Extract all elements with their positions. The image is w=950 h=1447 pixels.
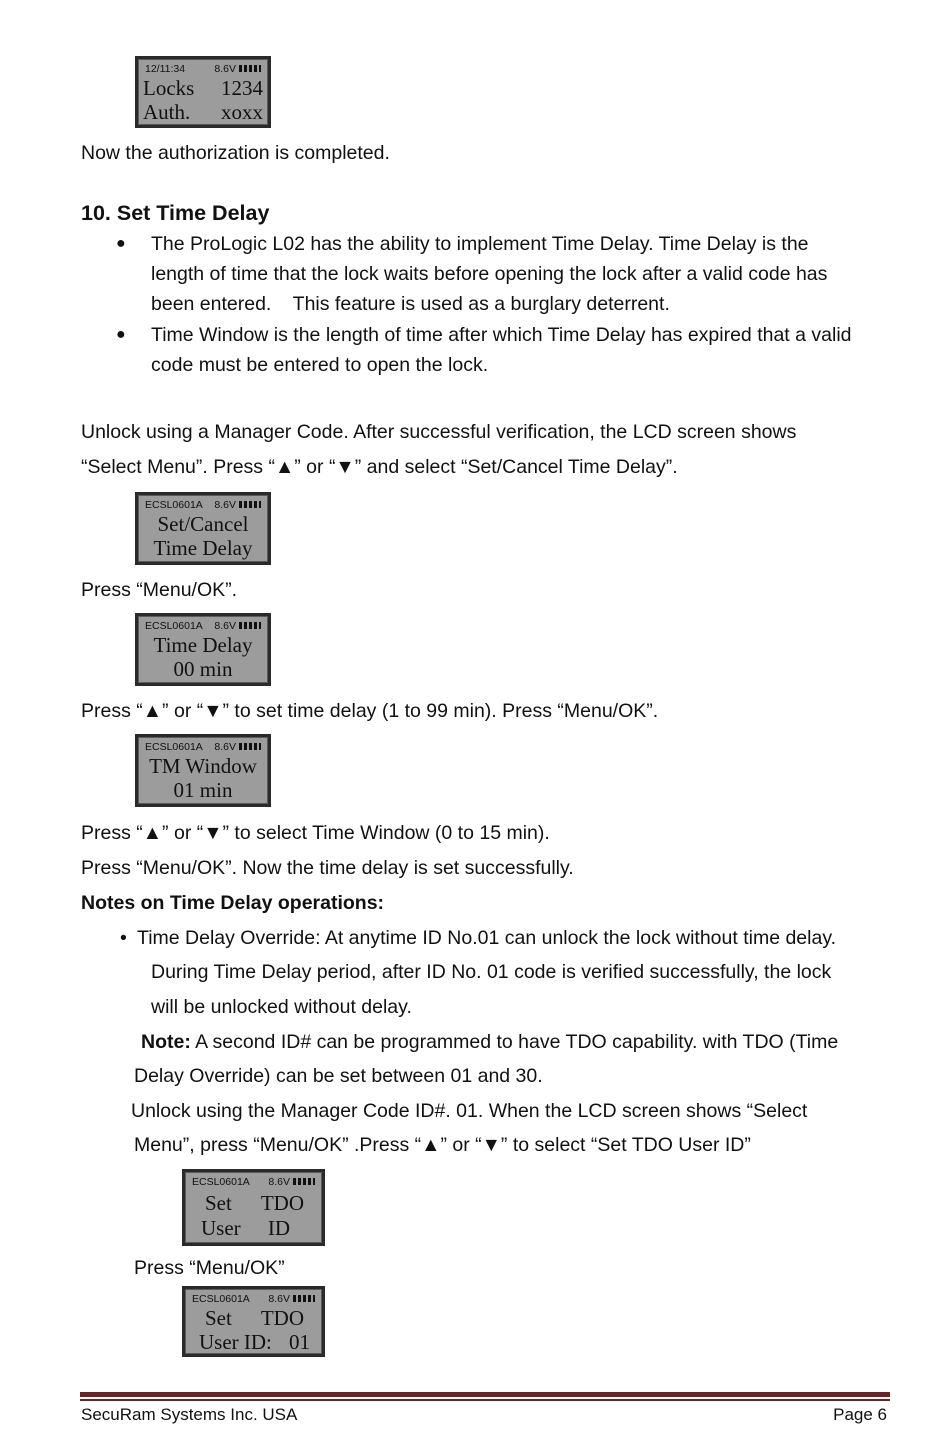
tdo-line-2: Menu”, press “Menu/OK” .Press “▲” or “▼” to select “Set TDO User ID”: [134, 1134, 751, 1156]
press-set-delay-text: Press “▲” or “▼” to set time delay (1 to 99 min). Press “Menu/OK”.: [81, 700, 659, 722]
lcd-voltage: 8.6V: [214, 741, 236, 753]
lcd-status-bar: [192, 1293, 315, 1306]
lcd-status-time: 12/11:34: [145, 63, 186, 75]
lcd-model: ECSL0601A: [192, 1293, 250, 1305]
lcd-word: ID: [267, 1216, 290, 1240]
lcd-voltage: 8.6V: [214, 63, 236, 75]
lcd-line-2: Time Delay: [153, 536, 253, 560]
note-text-line-2: Delay Override) can be set between 01 and 30.: [134, 1065, 543, 1087]
lcd-status-bar: [192, 1176, 315, 1189]
footer-company: SecuRam Systems Inc. USA: [81, 1405, 298, 1424]
lcd-locks-label: Locks: [143, 76, 195, 100]
lcd-line-2: [143, 100, 263, 124]
lcd-display-time-delay: [135, 613, 271, 686]
bullet-2-line-2: code must be entered to open the lock.: [151, 354, 489, 376]
note-paragraph: [141, 1030, 838, 1054]
battery-icon: [268, 1293, 315, 1306]
footer-rule-thin: [80, 1399, 890, 1401]
lcd-word: TDO: [260, 1191, 304, 1215]
press-set-success-text: Press “Menu/OK”. Now the time delay is set successfully.: [81, 857, 574, 879]
press-menu-ok-text-2: Press “Menu/OK”: [134, 1257, 285, 1279]
lcd-line-2: 00 min: [173, 657, 233, 681]
battery-icon: [214, 741, 261, 754]
lcd-line-1: [205, 1191, 304, 1215]
lcd-word: User: [201, 1216, 241, 1240]
note-bullet: •: [120, 927, 127, 949]
lcd-display-set-tdo-user-id: [182, 1169, 325, 1246]
lcd-model: ECSL0601A: [145, 620, 203, 632]
lcd-word: Set: [205, 1191, 232, 1215]
unlock-para-line-2: “Select Menu”. Press “▲” or “▼” and select “Set/Cancel Time Delay”.: [81, 456, 678, 478]
tdo-line-1: Unlock using the Manager Code ID#. 01. When the LCD screen shows “Select: [131, 1100, 808, 1122]
lcd-status-bar: [145, 63, 261, 76]
press-menu-ok-text: Press “Menu/OK”.: [81, 579, 238, 601]
lcd-display-locks-auth: [135, 56, 271, 128]
lcd-model: ECSL0601A: [192, 1176, 250, 1188]
lcd-status-bar: [145, 620, 261, 633]
bullet-1-line-1: The ProLogic L02 has the ability to implement Time Delay. Time Delay is the: [151, 233, 809, 255]
lcd-voltage: 8.6V: [268, 1293, 290, 1305]
note-line-2: During Time Delay period, after ID No. 01 code is verified successfully, the lock: [151, 961, 832, 983]
unlock-para-line-1: Unlock using a Manager Code. After successful verification, the LCD screen shows: [81, 421, 797, 443]
bullet-2-line-1: Time Window is the length of time after which Time Delay has expired that a valid: [151, 324, 852, 346]
intro-text: Now the authorization is completed.: [81, 142, 390, 164]
bullet-marker: ●: [116, 235, 126, 252]
notes-title: Notes on Time Delay operations:: [81, 892, 385, 914]
bullet-1-line-3: been entered. This feature is used as a burglary deterrent.: [151, 293, 670, 315]
lcd-voltage: 8.6V: [268, 1176, 290, 1188]
lcd-status-bar: [145, 741, 261, 754]
lcd-line-1: [143, 76, 263, 100]
lcd-word: 01: [289, 1330, 310, 1354]
section-title: 10. Set Time Delay: [81, 201, 270, 225]
note-text: A second ID# can be programmed to have TDO capability. with TDO (Time: [190, 1031, 839, 1053]
lcd-model: ECSL0601A: [145, 741, 203, 753]
bullet-1-line-2: length of time that the lock waits before opening the lock after a valid code has: [151, 263, 828, 285]
lcd-word: TDO: [260, 1306, 304, 1330]
note-line-1: Time Delay Override: At anytime ID No.01 can unlock the lock without time delay.: [137, 927, 837, 949]
lcd-auth-value: xoxx: [221, 100, 263, 124]
note-label: Note:: [141, 1031, 191, 1053]
lcd-word: User ID:: [199, 1330, 272, 1354]
lcd-word: Set: [205, 1306, 232, 1330]
battery-icon: [214, 620, 261, 633]
lcd-line-1: [205, 1306, 304, 1330]
lcd-model: ECSL0601A: [145, 499, 203, 511]
bullet-marker: ●: [116, 326, 126, 343]
press-select-window-text: Press “▲” or “▼” to select Time Window (0 to 15 min).: [81, 822, 550, 844]
lcd-auth-label: Auth.: [143, 100, 191, 124]
lcd-display-set-cancel: [135, 492, 271, 565]
lcd-display-tm-window: [135, 734, 271, 807]
footer-page-number: Page 6: [833, 1405, 887, 1424]
lcd-voltage: 8.6V: [214, 499, 236, 511]
footer-rule: [80, 1392, 890, 1397]
lcd-display-set-tdo-user-id-01: [182, 1286, 325, 1357]
battery-icon: [214, 499, 261, 512]
lcd-line-1: Set/Cancel: [157, 512, 249, 536]
lcd-line-2: [201, 1216, 290, 1240]
battery-icon: [214, 63, 261, 76]
lcd-line-1: TM Window: [149, 754, 257, 778]
lcd-status-bar: [145, 499, 261, 512]
lcd-voltage: 8.6V: [214, 620, 236, 632]
lcd-locks-value: 1234: [221, 76, 263, 100]
lcd-line-2: [199, 1330, 310, 1354]
lcd-line-1: Time Delay: [153, 633, 253, 657]
lcd-line-2: 01 min: [173, 778, 233, 802]
battery-icon: [268, 1176, 315, 1189]
note-line-3: will be unlocked without delay.: [151, 996, 412, 1018]
